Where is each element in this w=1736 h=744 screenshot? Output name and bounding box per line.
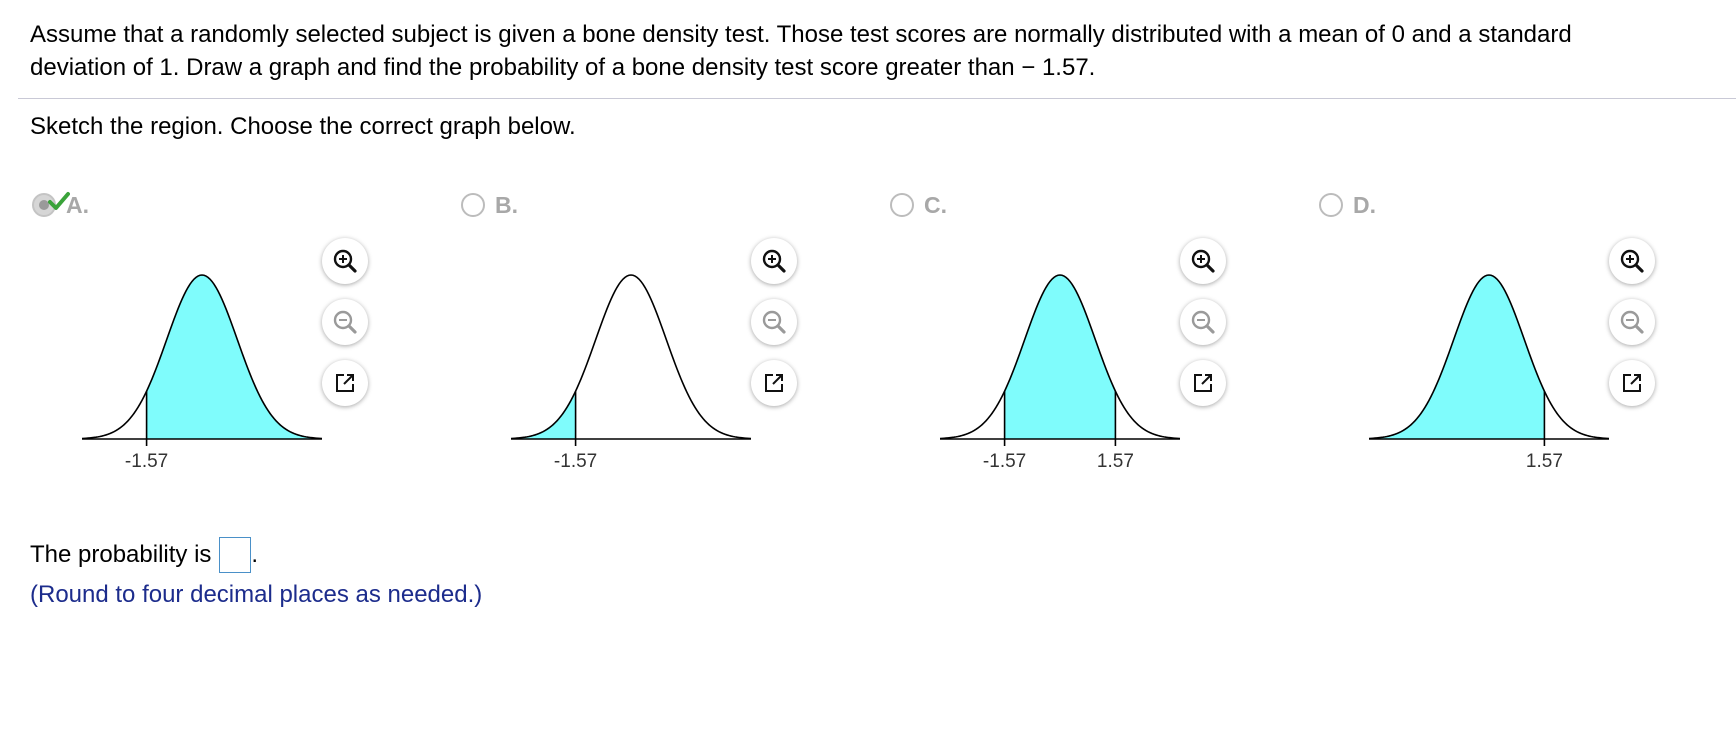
option-letter: B. <box>495 191 518 218</box>
radio-button[interactable] <box>32 193 56 217</box>
option-c <box>890 185 1310 505</box>
option-a-radio[interactable] <box>32 185 89 225</box>
shaded-region <box>1005 275 1116 439</box>
question-text <box>30 18 1720 84</box>
option-b <box>461 185 881 505</box>
open-new-window-icon <box>762 371 786 395</box>
normal-curve-graph <box>940 247 1180 477</box>
zoom-out-icon <box>761 309 787 335</box>
open-new-window-icon <box>1620 371 1644 395</box>
option-letter: A. <box>66 191 89 218</box>
option-c-radio[interactable] <box>890 185 947 225</box>
option-letter: D. <box>1353 191 1376 218</box>
probability-label: The probability is <box>30 541 212 568</box>
probability-input[interactable] <box>219 537 251 573</box>
open-new-window-icon <box>333 371 357 395</box>
option-letter: C. <box>924 191 947 218</box>
shaded-region <box>1369 275 1544 439</box>
zoom-in-button[interactable] <box>1609 238 1655 284</box>
option-a <box>32 185 452 505</box>
z-tick-label: 1.57 <box>1096 451 1134 472</box>
zoom-in-button[interactable] <box>322 238 368 284</box>
zoom-out-icon <box>1190 309 1216 335</box>
z-tick-label: -1.57 <box>553 451 598 472</box>
z-tick-label: 1.57 <box>1525 451 1563 472</box>
probability-line <box>30 537 258 573</box>
open-new-window-button[interactable] <box>751 360 797 406</box>
z-tick-label: -1.57 <box>982 451 1027 472</box>
open-new-window-button[interactable] <box>1609 360 1655 406</box>
open-new-window-icon <box>1191 371 1215 395</box>
zoom-out-button[interactable] <box>1609 299 1655 345</box>
zoom-out-button[interactable] <box>1180 299 1226 345</box>
normal-curve-graph <box>82 247 322 477</box>
option-b-radio[interactable] <box>461 185 518 225</box>
question-line-2: deviation of 1. Draw a graph and find the probability of a bone density test score greater than − 1.57. <box>30 54 1096 81</box>
normal-curve-graph <box>511 247 751 477</box>
open-new-window-button[interactable] <box>322 360 368 406</box>
shaded-region <box>147 275 322 439</box>
zoom-in-button[interactable] <box>1180 238 1226 284</box>
zoom-out-icon <box>1619 309 1645 335</box>
normal-curve-graph <box>1369 247 1609 477</box>
normal-curve <box>511 275 751 438</box>
radio-button[interactable] <box>461 193 485 217</box>
zoom-out-button[interactable] <box>322 299 368 345</box>
option-d-radio[interactable] <box>1319 185 1376 225</box>
radio-button[interactable] <box>890 193 914 217</box>
rounding-hint: (Round to four decimal places as needed.) <box>30 581 483 608</box>
zoom-in-icon <box>332 248 358 274</box>
divider <box>18 98 1736 99</box>
instruction-text: Sketch the region. Choose the correct graph below. <box>30 113 576 140</box>
zoom-out-icon <box>332 309 358 335</box>
zoom-in-button[interactable] <box>751 238 797 284</box>
z-tick-label: -1.57 <box>124 451 169 472</box>
zoom-in-icon <box>1190 248 1216 274</box>
checkmark-icon <box>48 191 70 211</box>
open-new-window-button[interactable] <box>1180 360 1226 406</box>
radio-button[interactable] <box>1319 193 1343 217</box>
probability-suffix: . <box>251 541 259 568</box>
option-d <box>1319 185 1736 505</box>
question-line-1: Assume that a randomly selected subject is given a bone density test. Those test scores are normally distributed with a mean of 0 and a standard <box>30 21 1572 48</box>
zoom-in-icon <box>1619 248 1645 274</box>
zoom-out-button[interactable] <box>751 299 797 345</box>
zoom-in-icon <box>761 248 787 274</box>
